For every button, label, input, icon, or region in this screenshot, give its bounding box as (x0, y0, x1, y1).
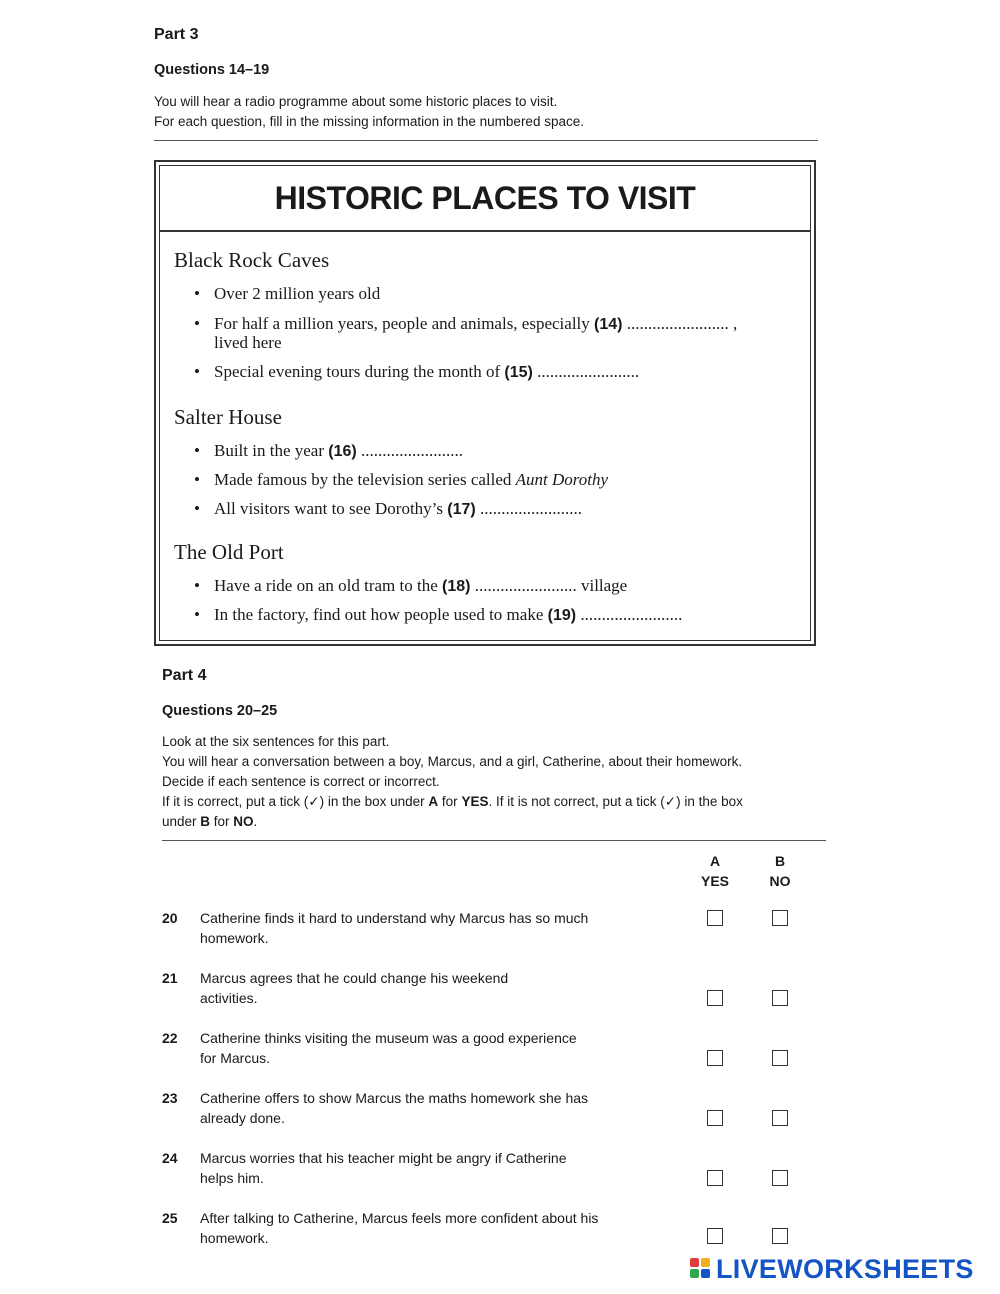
section-heading-old-port: The Old Port (174, 540, 284, 564)
question-text: Marcus worries that his teacher might be angry if Catherine helps him. (200, 1150, 567, 1186)
box-title: HISTORIC PLACES TO VISIT (160, 166, 810, 232)
checkbox-24-yes[interactable] (707, 1170, 723, 1186)
answer-gap-17[interactable]: ........................ (479, 499, 582, 518)
checkbox-24-no[interactable] (772, 1170, 788, 1186)
bullet-continuation: lived here (214, 333, 282, 352)
divider (154, 140, 818, 141)
checkbox-21-yes[interactable] (707, 990, 723, 1006)
answer-gap-14[interactable]: ........................ , (626, 314, 738, 333)
answer-gap-19[interactable]: ........................ (580, 605, 683, 624)
part3-instruction-2: For each question, fill in the missing information in the numbered space. (154, 114, 584, 129)
checkbox-22-no[interactable] (772, 1050, 788, 1066)
question-number: 21 (162, 970, 178, 986)
answer-gap-15[interactable]: ........................ (537, 362, 640, 381)
historic-places-box (154, 160, 816, 646)
question-table (0, 908, 1000, 1248)
section-heading-black-rock-caves: Black Rock Caves (174, 248, 330, 272)
bullet-item-q15: • Special evening tours during the month of (15) ........................ (194, 362, 640, 381)
bullet-item-q17: • All visitors want to see Dorothy’s (17) ........................ (194, 499, 582, 518)
checkbox-21-no[interactable] (772, 990, 788, 1006)
part4-instruction-1: Look at the six sentences for this part. (162, 734, 390, 749)
part4-instruction-4: If it is correct, put a tick (✓) in the box under A for YES. If it is not correct, put a tick (✓) in the box (162, 794, 743, 809)
checkbox-25-yes[interactable] (707, 1228, 723, 1244)
checkbox-20-yes[interactable] (707, 910, 723, 926)
checkbox-23-yes[interactable] (707, 1110, 723, 1126)
part4-instruction-5: under B for NO. (162, 814, 258, 829)
section-heading-salter-house: Salter House (174, 405, 282, 429)
question-number: 22 (162, 1030, 178, 1046)
question-text: Catherine offers to show Marcus the maths homework she has already done. (200, 1090, 589, 1126)
part3-questions-label: Questions 14–19 (154, 62, 270, 78)
bullet-item-q16: • Built in the year (16) ........................ (194, 441, 463, 460)
question-text: Marcus agrees that he could change his weekend activities. (200, 970, 509, 1006)
question-number-17: (17) (447, 501, 476, 518)
bullet-item: • Over 2 million years old (194, 284, 381, 303)
question-text: After talking to Catherine, Marcus feels more confident about his homework. (200, 1210, 599, 1246)
question-text: Catherine thinks visiting the museum was a good experience for Marcus. (200, 1030, 577, 1066)
question-number-18: (18) (442, 578, 471, 595)
checkbox-20-no[interactable] (772, 910, 788, 926)
question-number: 25 (162, 1210, 178, 1226)
column-header-b: B NO (769, 853, 791, 889)
bullet-item-q14: • For half a million years, people and animals, especially (14) ........................ , (194, 314, 738, 333)
part3-title: Part 3 (154, 26, 199, 43)
question-number-14: (14) (594, 316, 623, 333)
question-number: 20 (162, 910, 178, 926)
divider (162, 840, 826, 841)
question-text: Catherine finds it hard to understand why Marcus has so much homework. (200, 910, 589, 946)
question-number-15: (15) (504, 364, 533, 381)
column-header-a: A YES (700, 853, 729, 889)
question-number-16: (16) (328, 443, 357, 460)
question-number-19: (19) (547, 607, 577, 624)
logo-text: LIVEWORKSHEETS (716, 1254, 974, 1284)
part3-instruction-1: You will hear a radio programme about some historic places to visit. (154, 94, 558, 109)
bullet-item-q19: • In the factory, find out how people used to make (19) ........................ (194, 605, 683, 624)
part4-instruction-2: You will hear a conversation between a boy, Marcus, and a girl, Catherine, about their homework. (162, 754, 743, 769)
bullet-item: • Made famous by the television series called Aunt Dorothy (194, 470, 609, 489)
bullet-item-q18: • Have a ride on an old tram to the (18) ........................ village (194, 576, 628, 595)
part4-title: Part 4 (162, 667, 207, 684)
checkbox-23-no[interactable] (772, 1110, 788, 1126)
part4-instruction-3: Decide if each sentence is correct or incorrect. (162, 774, 440, 789)
liveworksheets-logo (690, 1254, 974, 1285)
answer-gap-18[interactable]: ........................ (474, 576, 577, 595)
checkbox-22-yes[interactable] (707, 1050, 723, 1066)
part4-questions-label: Questions 20–25 (162, 703, 278, 719)
checkbox-25-no[interactable] (772, 1228, 788, 1244)
question-number: 24 (162, 1150, 178, 1166)
question-number: 23 (162, 1090, 178, 1106)
logo-icon (690, 1258, 712, 1282)
answer-gap-16[interactable]: ........................ (360, 441, 463, 460)
